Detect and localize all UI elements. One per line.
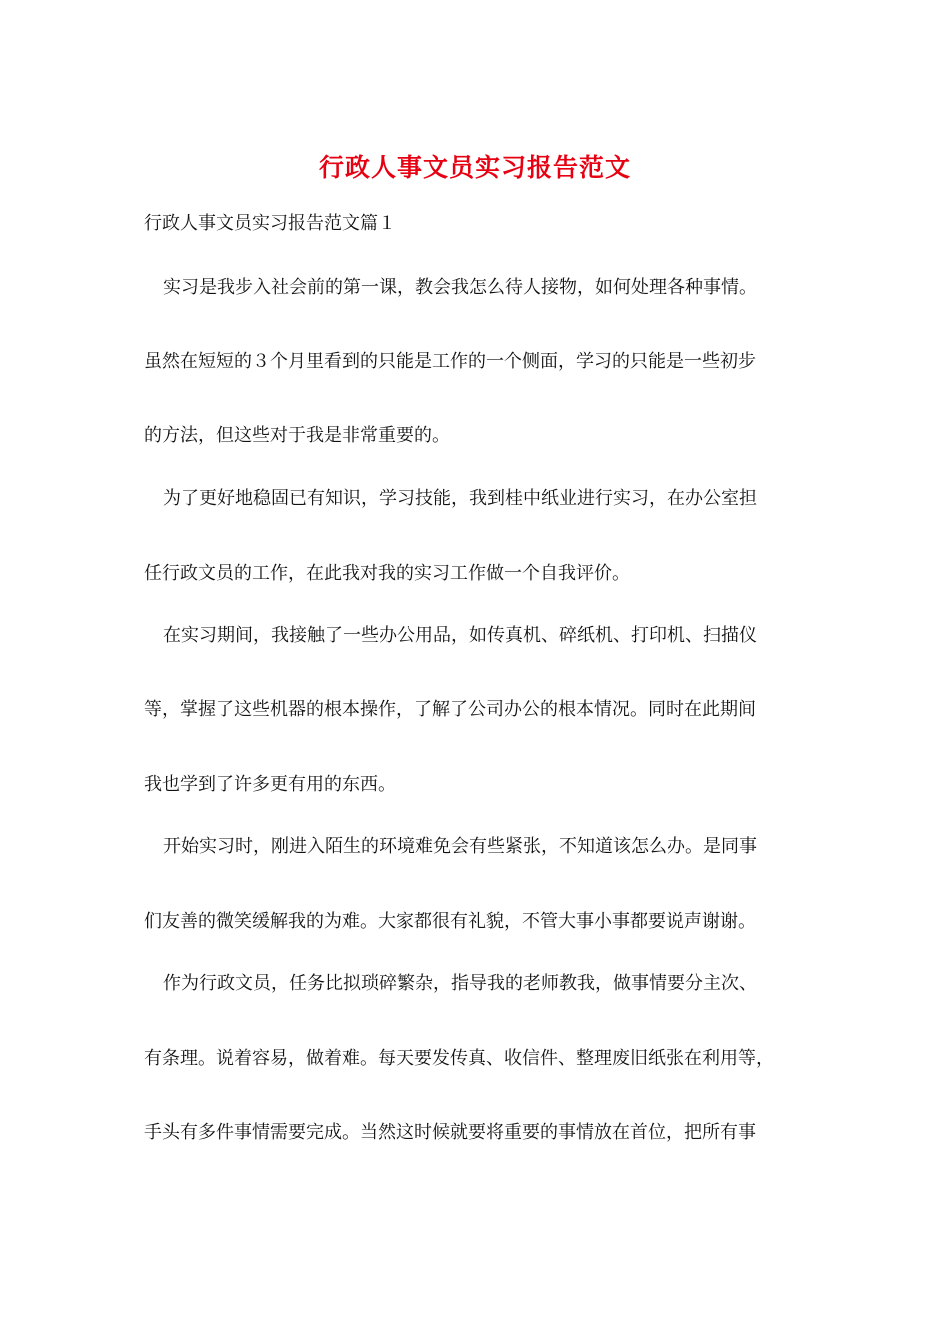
paragraph-line: 有条理。说着容易，做着难。每天要发传真、收信件、整理废旧纸张在利用等， [144,1048,774,1069]
paragraph-line: 为了更好地稳固已有知识，学习技能，我到桂中纸业进行实习，在办公室担 [163,488,757,509]
paragraph-line: 等，掌握了这些机器的根本操作，了解了公司办公的根本情况。同时在此期间 [144,699,756,720]
paragraph-line: 们友善的微笑缓解我的为难。大家都很有礼貌，不管大事小事都要说声谢谢。 [144,911,756,932]
paragraph-line: 的方法，但这些对于我是非常重要的。 [144,425,450,446]
paragraph-line: 我也学到了许多更有用的东西。 [144,774,396,795]
paragraph-line: 作为行政文员，任务比拟琐碎繁杂，指导我的老师教我，做事情要分主次、 [163,973,757,994]
document-title: 行政人事文员实习报告范文 [318,153,631,182]
paragraph-line: 实习是我步入社会前的第一课，教会我怎么待人接物，如何处理各种事情。 [163,277,757,298]
paragraph-line: 手头有多件事情需要完成。当然这时候就要将重要的事情放在首位，把所有事 [144,1122,756,1143]
paragraph-line: 在实习期间，我接触了一些办公用品，如传真机、碎纸机、打印机、扫描仪 [163,625,757,646]
paragraph-line: 虽然在短短的３个月里看到的只能是工作的一个侧面，学习的只能是一些初步 [144,351,756,372]
paragraph-line: 开始实习时，刚进入陌生的环境难免会有些紧张，不知道该怎么办。是同事 [163,836,757,857]
section-heading: 行政人事文员实习报告范文篇１ [144,213,396,234]
paragraph-line: 任行政文员的工作，在此我对我的实习工作做一个自我评价。 [144,563,630,584]
